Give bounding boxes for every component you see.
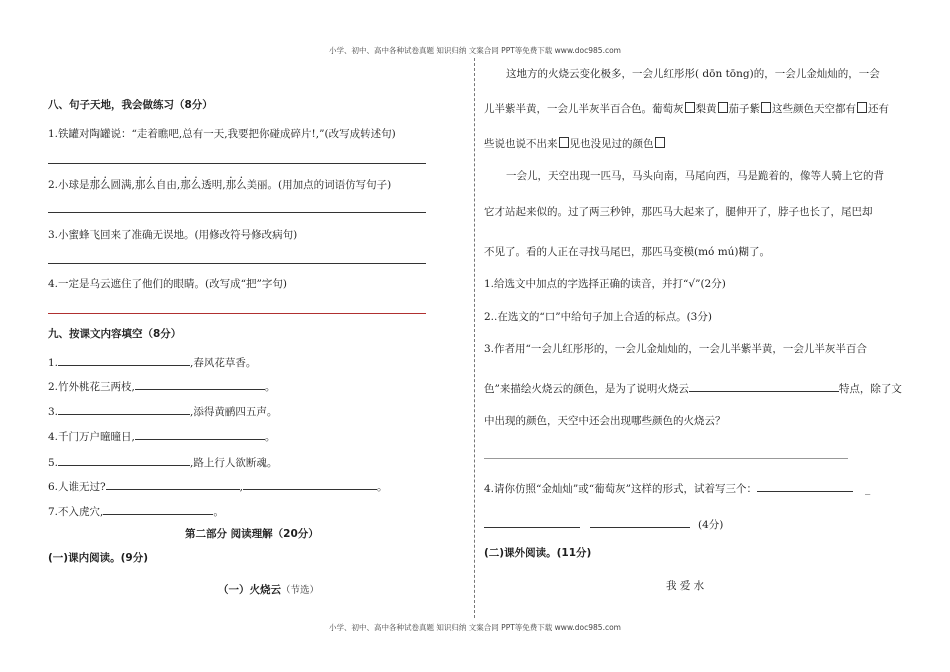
reading-q1: 1.给选文中加点的字选择正确的读音，并打“√”(2分) bbox=[484, 278, 726, 290]
passage-para1-line1: 这地方的火烧云变化极多，一会儿红彤彤( dōn tōng)的，一会儿金灿灿的，一会 bbox=[506, 68, 880, 80]
part-2-title: 第二部分 阅读理解（20分） bbox=[185, 528, 319, 540]
q3-text: 3.小蜜蜂飞回来了准确无误地。(用修改符号修改病句) bbox=[48, 229, 298, 241]
reading-q2: 2..在选文的“口”中给句子加上合适的标点。(3分) bbox=[484, 311, 712, 323]
passage-para1-line3: 些说也说不出来 见也没见过的颜色 bbox=[484, 137, 666, 151]
fill-6: 6.人谁无过? , 。 bbox=[48, 478, 388, 494]
reading-q3-blank[interactable] bbox=[689, 380, 839, 392]
q4-answer-line[interactable] bbox=[48, 313, 426, 314]
fill-6-blank-b[interactable] bbox=[243, 478, 377, 490]
reading-q3-answer-line[interactable] bbox=[484, 458, 848, 459]
fill-1: 1. ,春风花草香。 bbox=[48, 354, 256, 370]
subsection-1-title: (一)课内阅读。(9分) bbox=[48, 552, 149, 564]
reading-q3-line2: 色”来描绘火烧云的颜色，是为了说明火烧云 特点，除了文 bbox=[484, 380, 902, 396]
fill-4: 4.千门万户曈曈日, 。 bbox=[48, 428, 275, 444]
section-8-title: 八、句子天地，我会做练习（8分） bbox=[48, 99, 213, 111]
q2-answer-line[interactable] bbox=[48, 212, 426, 213]
reading-q4-blank-1[interactable] bbox=[757, 480, 853, 492]
fill-7: 7.不入虎穴, 。 bbox=[48, 503, 224, 519]
reading-q3-line1: 3.作者用“一会儿红彤彤的，一会儿金灿灿的，一会儿半紫半黄，一会儿半灰半百合 bbox=[484, 343, 867, 355]
reading-q4-blank-2[interactable] bbox=[484, 516, 580, 528]
passage-2-title: 我 爱 水 bbox=[666, 580, 705, 592]
section-9-title: 九、按课文内容填空（8分） bbox=[48, 328, 182, 340]
fill-4-blank[interactable] bbox=[135, 428, 265, 440]
passage-title: （一）火烧云（节选） bbox=[218, 584, 320, 596]
fill-1-blank[interactable] bbox=[58, 354, 190, 366]
punct-box-3[interactable] bbox=[761, 102, 771, 113]
fill-3: 3. ,添得黄鹂四五声。 bbox=[48, 403, 277, 419]
punct-box-1[interactable] bbox=[685, 102, 695, 113]
q1-text: 1.铁罐对陶罐说：“走着瞧吧,总有一天,我要把你碰成碎片!,”(改写成转述句) bbox=[48, 128, 396, 140]
passage-para2-line2: 它才站起来似的。过了两三秒钟，那匹马大起来了，腿伸开了，脖子也长了，尾巴却 bbox=[484, 206, 873, 218]
reading-q4-line2: (4分) bbox=[484, 516, 723, 532]
punct-box-6[interactable] bbox=[655, 137, 665, 148]
page-header: 小学、初中、高中各种试卷真题 知识归纳 文案合同 PPT等免费下载 www.doc985.com bbox=[329, 46, 621, 55]
q4-text: 4.一定是乌云遮住了他们的眼睛。(改写成“把”字句) bbox=[48, 278, 287, 290]
fill-3-blank[interactable] bbox=[58, 403, 190, 415]
punct-box-2[interactable] bbox=[718, 102, 728, 113]
reading-q3-line3: 中出现的颜色，天空中还会出现哪些颜色的火烧云？ bbox=[484, 415, 726, 427]
q2-text: 2.小球是那么圆满,那么自由,那么透明,那么美丽。(用加点的词语仿写句子) bbox=[48, 179, 392, 191]
page-footer: 小学、初中、高中各种试卷真题 知识归纳 文案合同 PPT等免费下载 www.doc985.com bbox=[329, 623, 621, 632]
q1-answer-line[interactable] bbox=[48, 163, 426, 164]
q3-answer-line[interactable] bbox=[48, 263, 426, 264]
punct-box-5[interactable] bbox=[559, 137, 569, 148]
passage-para2-line3: 不见了。看的人正在寻找马尾巴，那匹马变模(mó mú)糊了。 bbox=[484, 246, 771, 258]
reading-q4: 4.请你仿照“金灿灿”或“葡萄灰”这样的形式，试着写三个： _ bbox=[484, 480, 870, 496]
fill-5-blank[interactable] bbox=[58, 454, 190, 466]
passage-para1-line2: 儿半紫半黄，一会儿半灰半百合色。葡萄灰 梨黄 茄子紫 这些颜色天空都有 还有 bbox=[484, 103, 889, 115]
punct-box-4[interactable] bbox=[857, 102, 867, 113]
column-divider bbox=[474, 58, 475, 618]
subsection-2-title: (二)课外阅读。(11分) bbox=[484, 547, 592, 559]
fill-5: 5. ,路上行人欲断魂。 bbox=[48, 454, 277, 470]
fill-6-blank-a[interactable] bbox=[106, 478, 240, 490]
fill-2: 2.竹外桃花三两枝, 。 bbox=[48, 378, 275, 394]
reading-q4-blank-3[interactable] bbox=[590, 516, 690, 528]
passage-para2-line1: 一会儿，天空出现一匹马，马头向南，马尾向西，马是跪着的，像等人骑上它的背 bbox=[506, 170, 884, 182]
fill-2-blank[interactable] bbox=[135, 378, 265, 390]
fill-7-blank[interactable] bbox=[103, 503, 213, 515]
